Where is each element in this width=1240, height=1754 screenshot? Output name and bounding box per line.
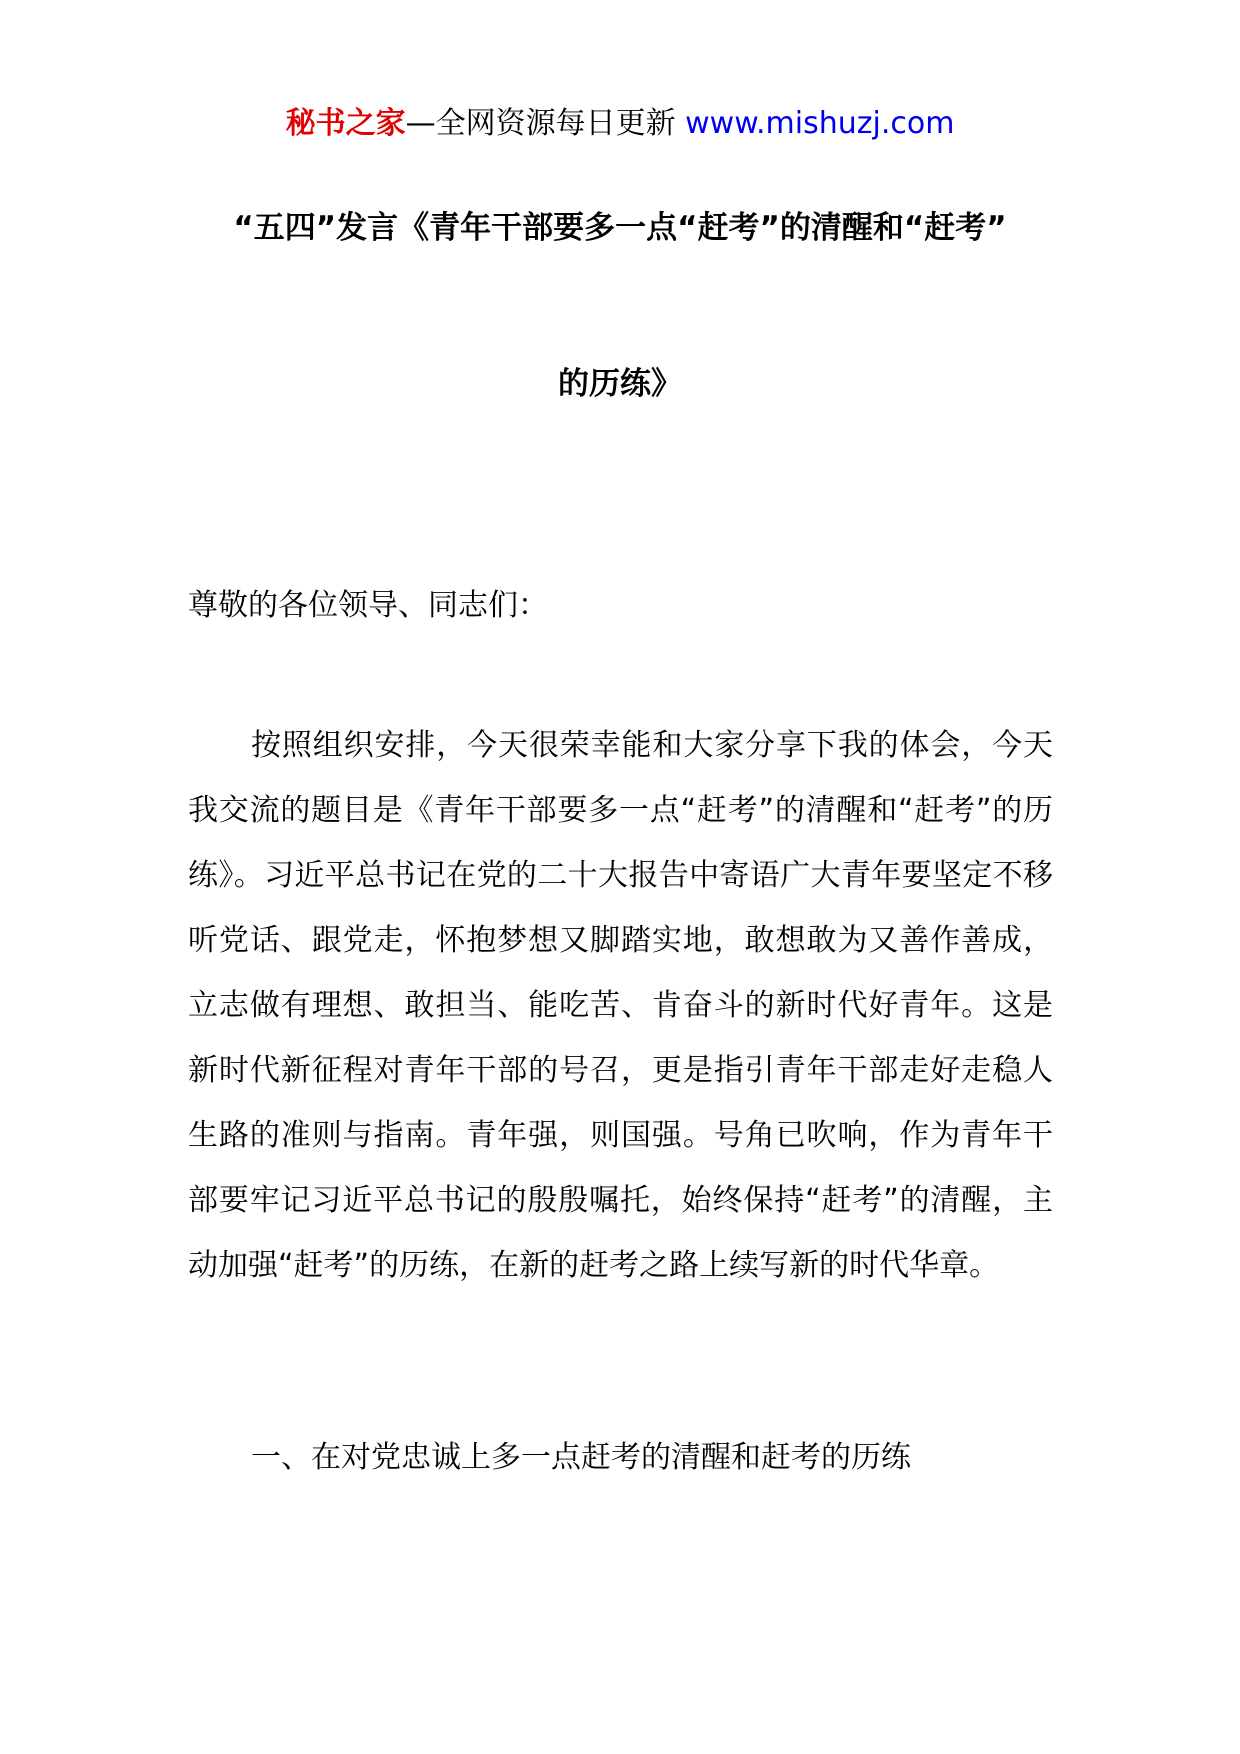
document-title-line-2: 的历练》 bbox=[558, 366, 682, 402]
watermark-header bbox=[0, 102, 1240, 146]
body-paragraph: 按照组织安排，今天很荣幸能和大家分享下我的体会，今天我交流的题目是《青年干部要多一点“赶考”的清醒和“赶考”的历练》。习近平总书记在党的二十大报告中寄语广大青年要坚定不移听党话、跟党走，怀抱梦想又脚踏实地，敢想敢为又善作善成，立志做有理想、敢担当、能吃苦、肯奋斗的新时代好青年。这是新时代新征程对青年干部的号召，更是指引青年干部走好走稳人生路的准则与指南。青年强，则国强。号角已吹响，作为青年干部要牢记习近平总书记的殷殷嘱托，始终保持“赶考”的清醒，主动加强“赶考”的历练，在新的赶考之路上续写新的时代华章。 bbox=[188, 728, 1053, 1283]
salutation: 尊敬的各位领导、同志们： bbox=[188, 588, 548, 623]
website-link[interactable]: www.mishuzj.com bbox=[685, 106, 955, 141]
section-heading: 一、在对党忠诚上多一点赶考的清醒和赶考的历练 bbox=[251, 1440, 911, 1475]
header-slogan: —全网资源每日更新 bbox=[405, 106, 686, 141]
document-title-line-1: “五四”发言《青年干部要多一点“赶考”的清醒和“赶考” bbox=[233, 210, 1007, 246]
brand-name: 秘书之家 bbox=[285, 106, 406, 141]
